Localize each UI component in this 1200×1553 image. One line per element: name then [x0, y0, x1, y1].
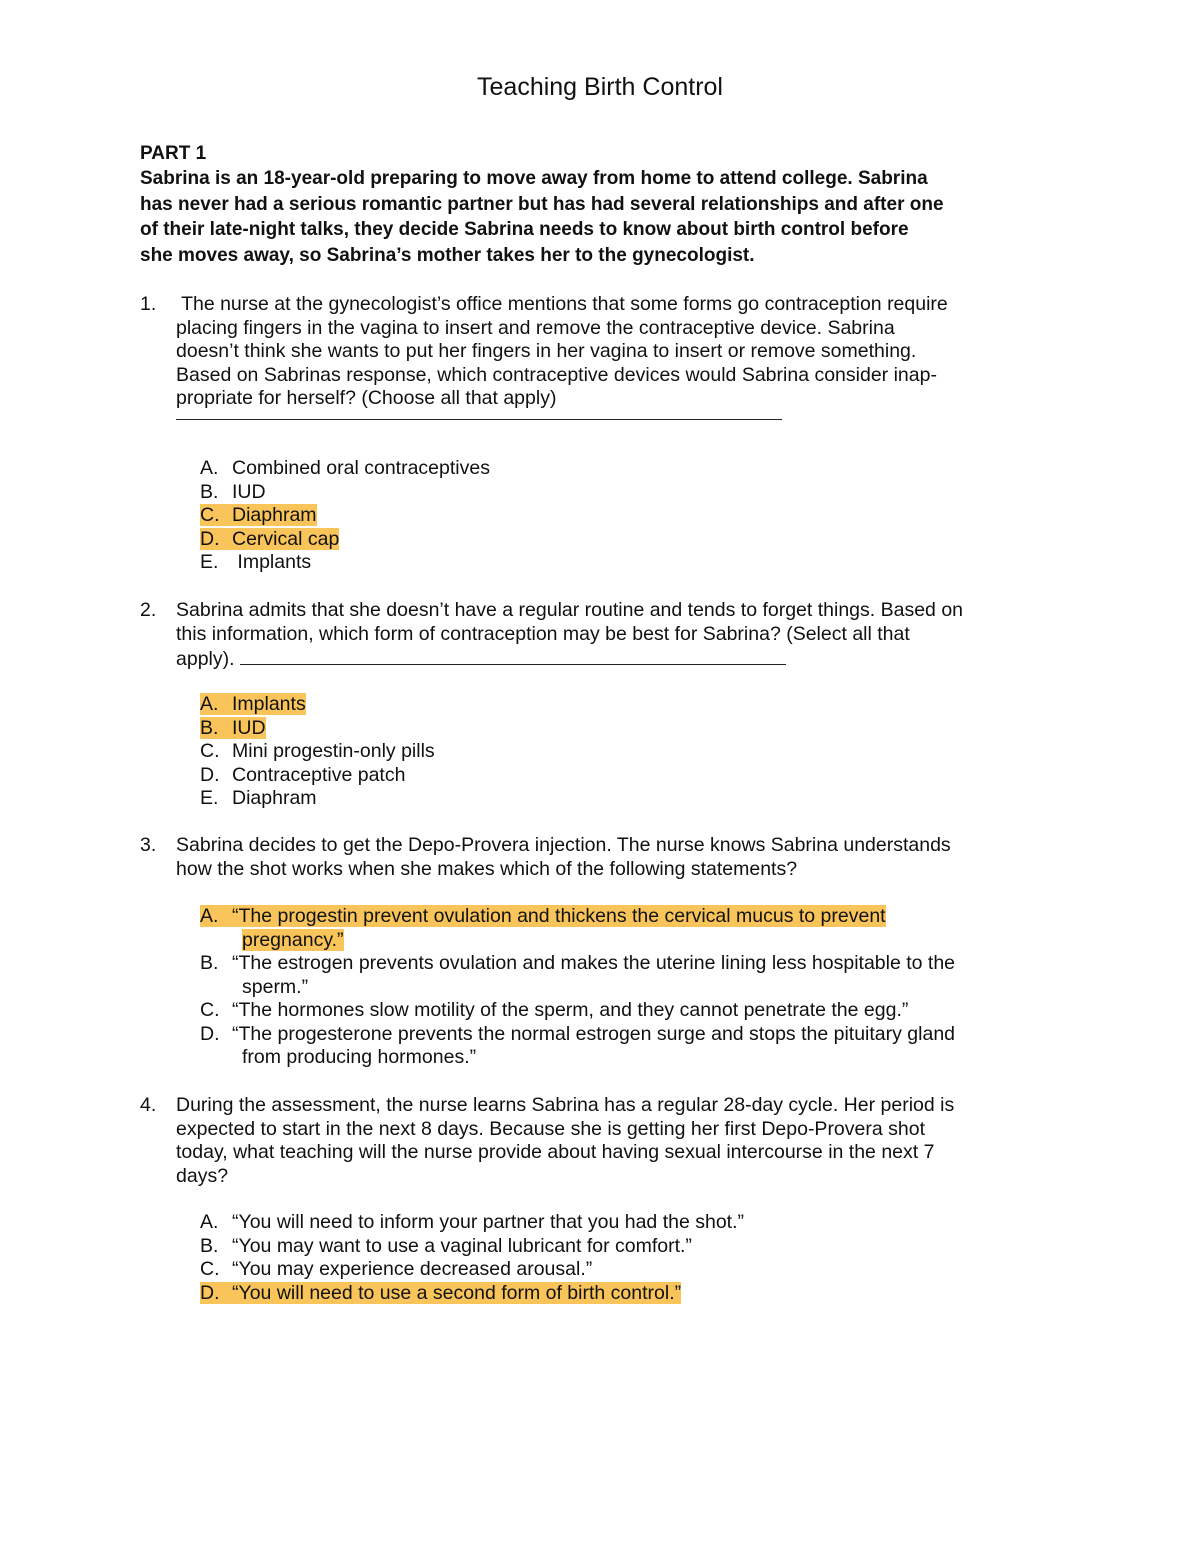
option-letter: B.: [200, 1234, 219, 1257]
scenario-paragraph: [140, 166, 1070, 268]
scenario-line: of their late-night talks, they decide Sabrina needs to know about birth control before: [140, 219, 909, 240]
highlighted-answer: pregnancy.”: [242, 928, 344, 951]
question-line: Sabrina admits that she doesn’t have a regular routine and tends to forget things. Based on: [176, 599, 964, 621]
highlighted-answer: [200, 528, 339, 550]
option-c: [200, 740, 1080, 764]
question-line: expected to start in the next 8 days. Because she is getting her first Depo-Provera shot: [176, 1117, 925, 1140]
question-line: Sabrina decides to get the Depo-Provera injection. The nurse knows Sabrina understands: [176, 834, 951, 856]
option-a: [200, 693, 1080, 717]
highlighted-answer: [200, 905, 886, 927]
option-b: [200, 481, 1080, 505]
option-continuation: [200, 929, 1080, 953]
option-a: [200, 905, 1080, 952]
option-text: Cervical cap: [232, 527, 340, 550]
option-b: [200, 717, 1080, 741]
question-line: propriate for herself? (Choose all that apply): [176, 387, 557, 409]
option-text: “The progesterone prevents the normal estrogen surge and stops the pituitary gland: [232, 1022, 956, 1045]
option-letter: A.: [200, 457, 219, 479]
option-letter: E.: [200, 551, 219, 573]
question-line: how the shot works when she makes which of the following statements?: [176, 857, 798, 880]
scenario-line: has never had a serious romantic partner but has had several relationships and after one: [140, 193, 944, 215]
option-letter: D.: [200, 527, 220, 550]
question-line: During the assessment, the nurse learns Sabrina has a regular 28-day cycle. Her period is: [176, 1094, 955, 1116]
option-d: [200, 1023, 1080, 1070]
option-b: [200, 1235, 1080, 1259]
scenario-line: she moves away, so Sabrina’s mother takes her to the gynecologist.: [140, 244, 755, 266]
option-c: [200, 1258, 1080, 1282]
option-text: “The hormones slow motility of the sperm, and they cannot penetrate the egg.”: [232, 999, 909, 1021]
option-letter: C.: [200, 1258, 220, 1280]
question-line-end: apply).: [176, 648, 235, 670]
scenario-line: Sabrina is an 18-year-old preparing to move away from home to attend college. Sabrina: [140, 168, 928, 189]
option-c: [200, 504, 1080, 528]
highlighted-answer: [200, 717, 266, 739]
option-text: “You may want to use a vaginal lubricant for comfort.”: [232, 1234, 692, 1257]
option-text: “The estrogen prevents ovulation and makes the uterine lining less hospitable to the: [232, 952, 956, 974]
option-text: “You will need to use a second form of birth control.”: [232, 1281, 682, 1304]
highlighted-answer: [200, 1282, 681, 1304]
document-title: Teaching Birth Control: [477, 73, 723, 101]
option-letter: D.: [200, 1022, 220, 1045]
option-d: [200, 1282, 1080, 1306]
question-text: [176, 1094, 1076, 1188]
option-text: Mini progestin-only pills: [232, 740, 435, 762]
option-text: Combined oral contraceptives: [232, 457, 490, 479]
question-number: 4.: [140, 1094, 157, 1116]
option-text: “You will need to inform your partner that you had the shot.”: [232, 1211, 744, 1233]
option-text: Contraceptive patch: [232, 763, 406, 786]
question-text: [176, 599, 1076, 672]
option-letter: A.: [200, 693, 219, 715]
question-text: [176, 834, 1076, 881]
option-a: [200, 457, 1080, 481]
option-text: IUD: [232, 480, 266, 503]
option-text: IUD: [232, 716, 266, 739]
option-text: “The progestin prevent ovulation and thickens the cervical mucus to prevent: [232, 905, 886, 927]
option-c: [200, 999, 1080, 1023]
question-line: Based on Sabrinas response, which contraceptive devices would Sabrina consider inap-: [176, 363, 937, 386]
question-number: 2.: [140, 599, 157, 621]
question-line: this information, which form of contraception may be best for Sabrina? (Select all that: [176, 622, 910, 645]
option-d: [200, 764, 1080, 788]
option-letter: D.: [200, 763, 220, 786]
option-letter: B.: [200, 480, 219, 503]
options-list: [200, 905, 1080, 1070]
options-list: [200, 1211, 1080, 1305]
answer-blank[interactable]: [240, 646, 786, 665]
question-number: 1.: [140, 293, 157, 315]
option-continuation: from producing hormones.”: [242, 1046, 477, 1068]
option-letter: B.: [200, 952, 219, 974]
part-label: PART 1: [140, 143, 207, 164]
option-b: [200, 952, 1080, 999]
option-letter: A.: [200, 1211, 219, 1233]
option-e: [200, 551, 1080, 575]
option-letter: D.: [200, 1281, 220, 1304]
option-e: [200, 787, 1080, 811]
question-line: [176, 646, 1076, 672]
options-list: [200, 457, 1080, 575]
option-letter: C.: [200, 504, 220, 526]
highlighted-answer: [200, 693, 306, 715]
question-number: 3.: [140, 834, 157, 856]
option-a: [200, 1211, 1080, 1235]
option-letter: A.: [200, 905, 219, 927]
option-letter: B.: [200, 716, 219, 739]
option-letter: C.: [200, 740, 220, 762]
question-line: days?: [176, 1164, 229, 1187]
option-text: “You may experience decreased arousal.”: [232, 1258, 593, 1280]
option-text: Diaphram: [232, 787, 317, 809]
question-line: The nurse at the gynecologist’s office mentions that some forms go contraception require: [176, 293, 948, 315]
question-line: doesn’t think she wants to put her fingers in her vagina to insert or remove something.: [176, 340, 917, 362]
option-text: Implants: [232, 693, 306, 715]
option-continuation: sperm.”: [242, 975, 309, 998]
highlighted-answer: [200, 504, 317, 526]
option-text: Implants: [232, 551, 312, 573]
option-letter: C.: [200, 999, 220, 1021]
answer-blank[interactable]: [176, 411, 782, 420]
option-text: Diaphram: [232, 504, 317, 526]
options-list: [200, 693, 1080, 811]
question-line: today, what teaching will the nurse provide about having sexual intercourse in the next 7: [176, 1141, 935, 1163]
question-line: placing fingers in the vagina to insert and remove the contraceptive device. Sabrina: [176, 316, 895, 339]
option-letter: E.: [200, 787, 219, 809]
option-d: [200, 528, 1080, 552]
question-text: [176, 293, 1076, 420]
